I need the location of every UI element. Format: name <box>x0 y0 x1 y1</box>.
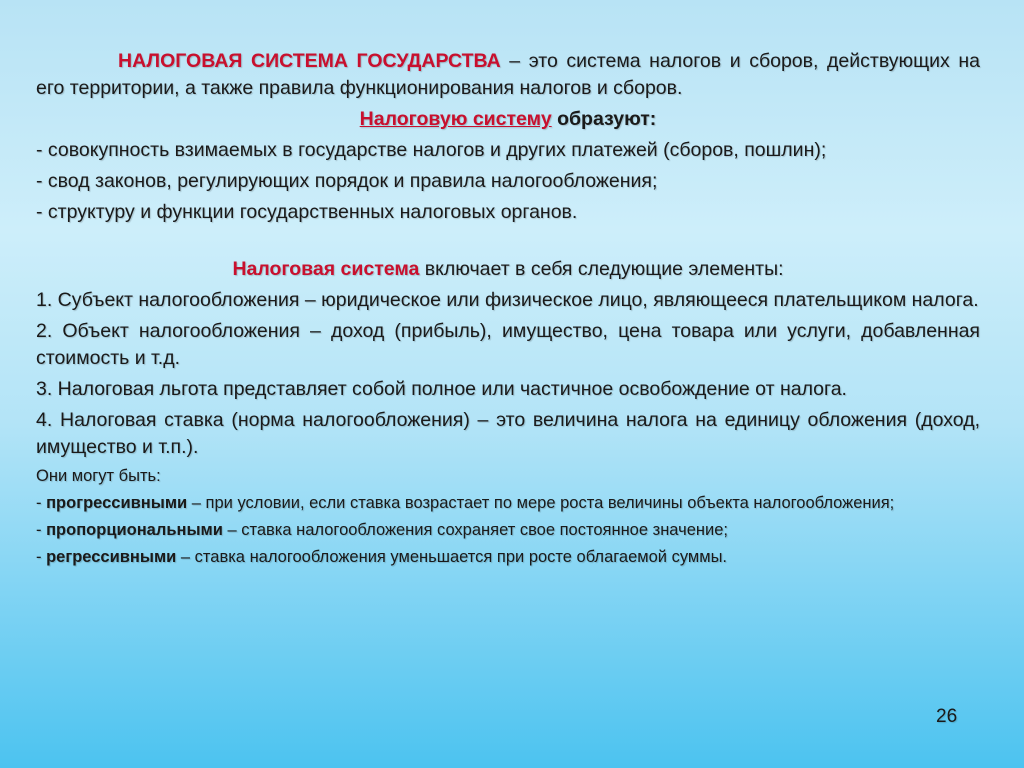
definition-paragraph <box>36 48 980 102</box>
type-prefix: - <box>36 494 47 512</box>
type-prefix: - <box>36 521 47 539</box>
type-item-regressive <box>36 546 980 568</box>
type-item-progressive <box>36 492 980 514</box>
includes-heading <box>36 256 980 283</box>
definition-text: – это система налогов и сборов, действующих на его территории, а также правила функционирования налогов и сборов. <box>36 50 981 99</box>
slide-content <box>36 48 980 573</box>
type-text: – ставка налогообложения сохраняет свое постоянное значение; <box>222 521 728 539</box>
forms-heading <box>36 106 980 133</box>
element-item: 4. Налоговая ставка (норма налогообложения) – это величина налога на единицу обложения (доход, имущество и т.п.). <box>36 409 980 458</box>
form-item: - совокупность взимаемых в государстве налогов и других платежей (сборов, пошлин); <box>36 139 827 161</box>
type-item-proportional <box>36 519 980 541</box>
form-item: - структуру и функции государственных налоговых органов. <box>36 201 578 223</box>
page-number: 26 <box>936 706 958 727</box>
type-text: – ставка налогообложения уменьшается при росте облагаемой суммы. <box>176 548 728 566</box>
type-term: пропорциональными <box>46 521 223 539</box>
includes-text: включает в себя следующие элементы: <box>419 258 784 280</box>
element-item: 1. Субъект налогообложения – юридическое или физическое лицо, являющееся плательщиком налога. <box>36 289 979 311</box>
forms-term: Налоговую систему <box>359 108 552 130</box>
forms-text: образуют: <box>551 108 657 130</box>
form-item: - свод законов, регулирующих порядок и правила налогообложения; <box>36 170 658 192</box>
includes-term: Налоговая система <box>232 258 420 280</box>
type-term: регрессивными <box>46 548 177 566</box>
type-text: – при условии, если ставка возрастает по мере роста величины объекта налогообложения; <box>187 494 895 512</box>
type-prefix: - <box>36 548 47 566</box>
type-term: прогрессивными <box>46 494 188 512</box>
element-item: 2. Объект налогообложения – доход (прибыль), имущество, цена товара или услуги, добавленная стоимость и т.д. <box>36 320 980 369</box>
definition-term: НАЛОГОВАЯ СИСТЕМА ГОСУДАРСТВА <box>118 50 501 72</box>
element-item: 3. Налоговая льгота представляет собой полное или частичное освобождение от налога. <box>36 378 847 400</box>
types-intro: Они могут быть: <box>36 467 161 485</box>
